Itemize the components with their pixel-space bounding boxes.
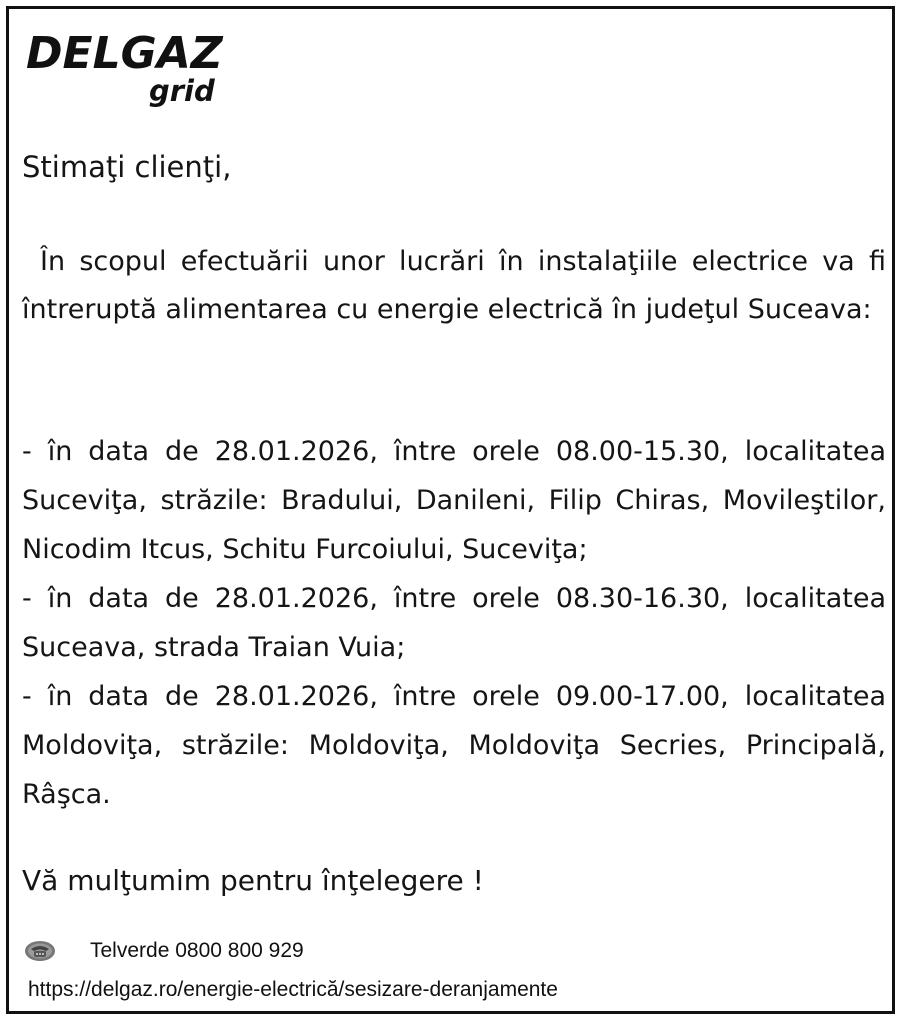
intro-paragraph: În scopul efectuării unor lucrări în instalaţiile electrice va fi întreruptă alimentarea cu energie electrică în judeţul Suceava: (22, 246, 886, 325)
fault-report-url[interactable]: https://delgaz.ro/energie-electrică/sesizare-deranjamente (28, 978, 558, 1001)
outage-item-suceava: - în data de 28.01.2026, între orele 08.30-16.30, localitatea Suceava, strada Traian Vuia; (22, 583, 886, 663)
thanks-message: Vă mulţumim pentru înţelegere ! (22, 864, 484, 897)
logo-subtitle: grid (149, 74, 215, 108)
delgaz-grid-logo (26, 28, 246, 114)
phone-contact (24, 936, 304, 966)
phone-number: Telverde 0800 800 929 (90, 939, 304, 962)
telephone-icon (24, 940, 56, 962)
outage-schedule-list (22, 427, 886, 819)
greeting: Stimaţi clienţi, (22, 150, 232, 184)
outage-item-sucevita: - în data de 28.01.2026, între orele 08.00-15.30, localitatea Suceviţa, străzile: Bradului, Danileni, Filip Chiras, Movileştilor, Nicodim Itcus, Schitu Furcoiului, Suceviţa; (22, 436, 886, 565)
outage-item-moldovita: - în data de 28.01.2026, între orele 09.00-17.00, localitatea Moldoviţa, străzile: Moldoviţa, Moldoviţa Secries, Principală, Râşca. (22, 681, 886, 810)
logo-wordmark: DELGAZ (26, 28, 223, 79)
